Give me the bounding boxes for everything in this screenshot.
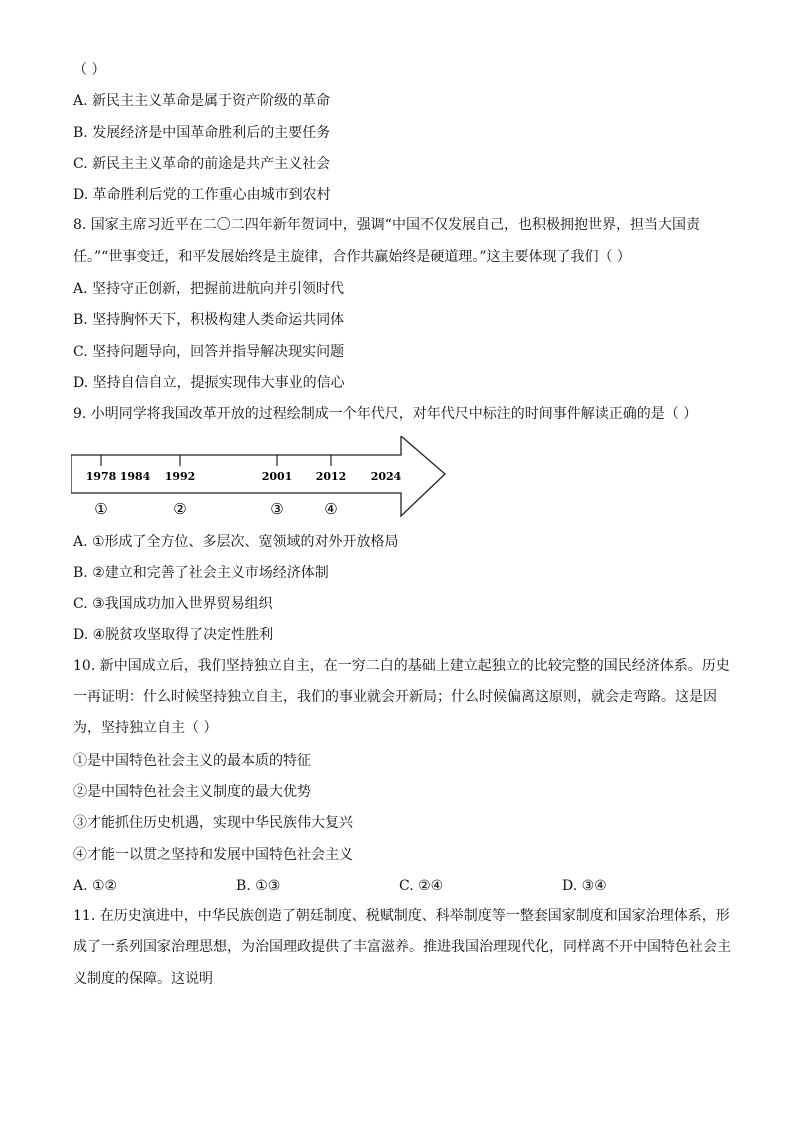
exam-page [73,60,733,995]
q7-option-c: C. 新民主主义革命的前途是共产主义社会 [73,155,331,172]
q10-option-b: B. ①③ [236,877,281,894]
q10-statement-3: ③才能抓住历史机遇，实现中华民族伟大复兴 [73,815,353,832]
q10-option-d: D. ③④ [562,877,607,894]
timeline-marker-3: ③ [270,499,284,518]
timeline-marker-1: ① [94,499,108,518]
q8-option-a: A. 坚持守正创新，把握前进航向并引领时代 [73,281,345,298]
timeline-year-2012: 2012 [315,469,347,483]
q9-option-d: D. ④脱贫攻坚取得了决定性胜利 [73,627,274,644]
q10-option-a: A. ①② [73,877,118,894]
q10-statement-1: ①是中国特色社会主义的最本质的特征 [73,752,311,769]
q10-option-c: C. ②④ [399,877,444,894]
q8-stem: 8. 国家主席习近平在二〇二四年新年贺词中，强调“中国不仅发展自己，也积极拥抱世界，担当大国责任。”“世事变迁，和平发展始终是主旋律，合作共赢始终是硬道理。”这主要体现了我们（ ） [73,217,700,265]
q10-stem: 10. 新中国成立后，我们坚持独立自主，在一穷二白的基础上建立起独立的比较完整的国民经济体系。历史一再证明：什么时候坚持独立自主，我们的事业就会开新局；什么时候偏离这原则，就会走弯路。这是因为，坚持独立自主（ ） [73,657,730,737]
q10-options [73,876,733,896]
q8-option-d: D. 坚持自信自立，提振实现伟大事业的信心 [73,374,345,391]
q8-option-c: C. 坚持问题导向，回答并指导解决现实问题 [73,343,345,360]
q9-option-b: B. ②建立和完善了社会主义市场经济体制 [73,564,329,581]
timeline-year-1992: 1992 [164,469,196,483]
timeline-year-2024: 2024 [370,469,402,483]
q9-option-a: A. ①形成了全方位、多层次、宽领域的对外开放格局 [73,533,399,550]
q11-stem: 11. 在历史演进中，中华民族创造了朝廷制度、税赋制度、科举制度等一整套国家制度和国家治理体系，形成了一系列国家治理思想，为治国理政提供了丰富滋养。推进我国治理现代化，同样离不开中国特色社会主义制度的保障。这说明 [73,908,731,987]
q7-stem-tail: （ ） [73,62,106,78]
timeline-year-2001: 2001 [261,469,293,483]
q10-statement-4: ④才能一以贯之坚持和发展中国特色社会主义 [73,846,353,863]
q7-option-d: D. 革命胜利后党的工作重心由城市到农村 [73,187,331,204]
timeline-marker-4: ④ [324,499,338,518]
q7-option-a: A. 新民主主义革命是属于资产阶级的革命 [73,93,331,110]
q7-option-b: B. 发展经济是中国革命胜利后的主要任务 [73,124,331,141]
timeline-year-1978: 1978 [85,469,117,483]
q10-statement-2: ②是中国特色社会主义制度的最大优势 [73,783,311,800]
q9-option-c: C. ③我国成功加入世界贸易组织 [73,596,273,613]
timeline-year-1984: 1984 [119,469,151,483]
timeline-ruler [71,436,451,520]
q8-option-b: B. 坚持胸怀天下，积极构建人类命运共同体 [73,312,345,329]
q9-stem: 9. 小明同学将我国改革开放的过程绘制成一个年代尺，对年代尺中标注的时间事件解读正确的是（ ） [73,406,698,423]
timeline-marker-2: ② [173,499,187,518]
